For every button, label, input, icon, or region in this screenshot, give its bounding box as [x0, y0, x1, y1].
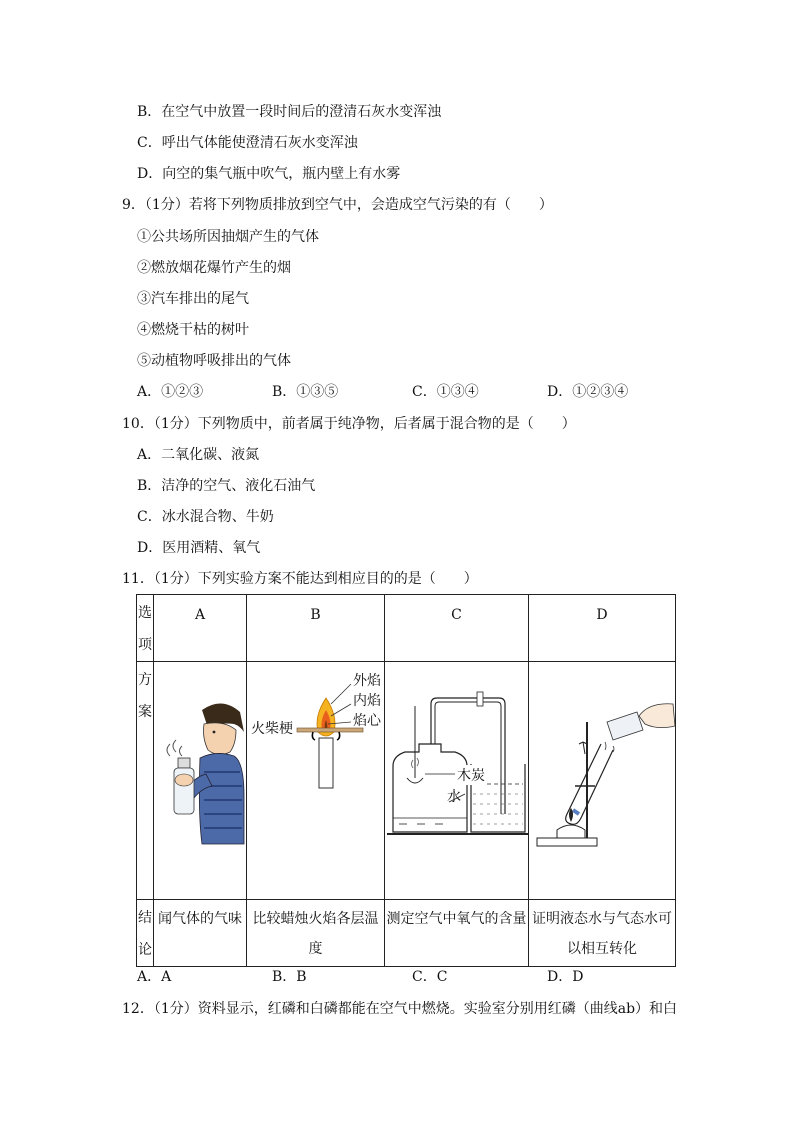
q9-item-2: ②燃放烟花爆竹产生的烟	[137, 260, 291, 276]
q11-choice-b: B．B	[272, 969, 307, 985]
label-charcoal: 木炭	[457, 765, 485, 785]
col-head-d: D	[529, 595, 676, 662]
q8-option-d: D．向空的集气瓶中吹气，瓶内壁上有水雾	[137, 166, 401, 182]
q9-stem: 9．（1分）若将下列物质排放到空气中，会造成空气污染的有（ ）	[122, 197, 553, 213]
figure-a-cell	[154, 662, 247, 900]
row-label-plan: 方案	[137, 662, 154, 900]
label-flame-core: 焰心	[353, 713, 381, 729]
q10-option-c: C．冰水混合物、牛奶	[137, 509, 274, 525]
row-label-option: 选项	[137, 595, 154, 662]
label-match-stick: 火柴梗	[251, 721, 293, 737]
q9-choices	[137, 382, 697, 402]
q8-option-c: C．呼出气体能使澄清石灰水变浑浊	[137, 135, 358, 151]
q11-choice-c: C．C	[412, 969, 448, 985]
conclusion-c: 测定空气中氧气的含量	[385, 900, 529, 967]
figure-d-cell	[529, 662, 676, 900]
q11-choice-d: D．D	[547, 969, 584, 985]
col-head-b: B	[247, 595, 385, 662]
q12-stem: 12．（1分）资料显示，红磷和白磷都能在空气中燃烧。实验室分别用红磷（曲线ab）和白	[122, 1001, 678, 1017]
q9-item-1: ①公共场所因抽烟产生的气体	[137, 229, 319, 245]
conclusion-a: 闻气体的气味	[154, 900, 247, 967]
q9-choice-a: A．①②③	[137, 384, 204, 400]
q9-item-3: ③汽车排出的尾气	[137, 291, 249, 307]
q9-item-5: ⑤动植物呼吸排出的气体	[137, 353, 291, 369]
q11-experiment-table	[136, 594, 676, 967]
q9-choice-b: B．①③⑤	[272, 384, 339, 400]
row-label-conclusion: 结论	[137, 900, 154, 967]
conclusion-b: 比较蜡烛火焰各层温度	[247, 900, 385, 967]
label-water: 水	[447, 789, 461, 805]
q10-stem: 10．（1分）下列物质中，前者属于纯净物，后者属于混合物的是（ ）	[122, 416, 576, 432]
label-inner-flame: 内焰	[353, 693, 381, 709]
q11-choices	[137, 967, 697, 987]
q8-option-b: B．在空气中放置一段时间后的澄清石灰水变浑浊	[137, 104, 442, 120]
q11-stem: 11．（1分）下列实验方案不能达到相应目的的是（ ）	[122, 571, 478, 587]
figure-c-cell	[385, 662, 529, 900]
q9-item-4: ④燃烧干枯的树叶	[137, 322, 249, 338]
q11-choice-a: A．A	[137, 969, 172, 985]
label-outer-flame: 外焰	[353, 673, 381, 689]
col-head-c: C	[385, 595, 529, 662]
q10-option-a: A．二氧化碳、液氮	[137, 447, 260, 463]
col-head-a: A	[154, 595, 247, 662]
figure-b-cell	[247, 662, 385, 900]
conclusion-d: 证明液态水与气态水可以相互转化	[529, 900, 676, 967]
figure-d-apparatus	[529, 662, 675, 895]
q9-choice-d: D．①②③④	[547, 384, 629, 400]
q10-option-b: B．洁净的空气、液化石油气	[137, 478, 316, 494]
q9-choice-c: C．①③④	[412, 384, 479, 400]
q10-option-d: D．医用酒精、氧气	[137, 540, 261, 556]
figure-a-smell-gas	[154, 662, 246, 895]
